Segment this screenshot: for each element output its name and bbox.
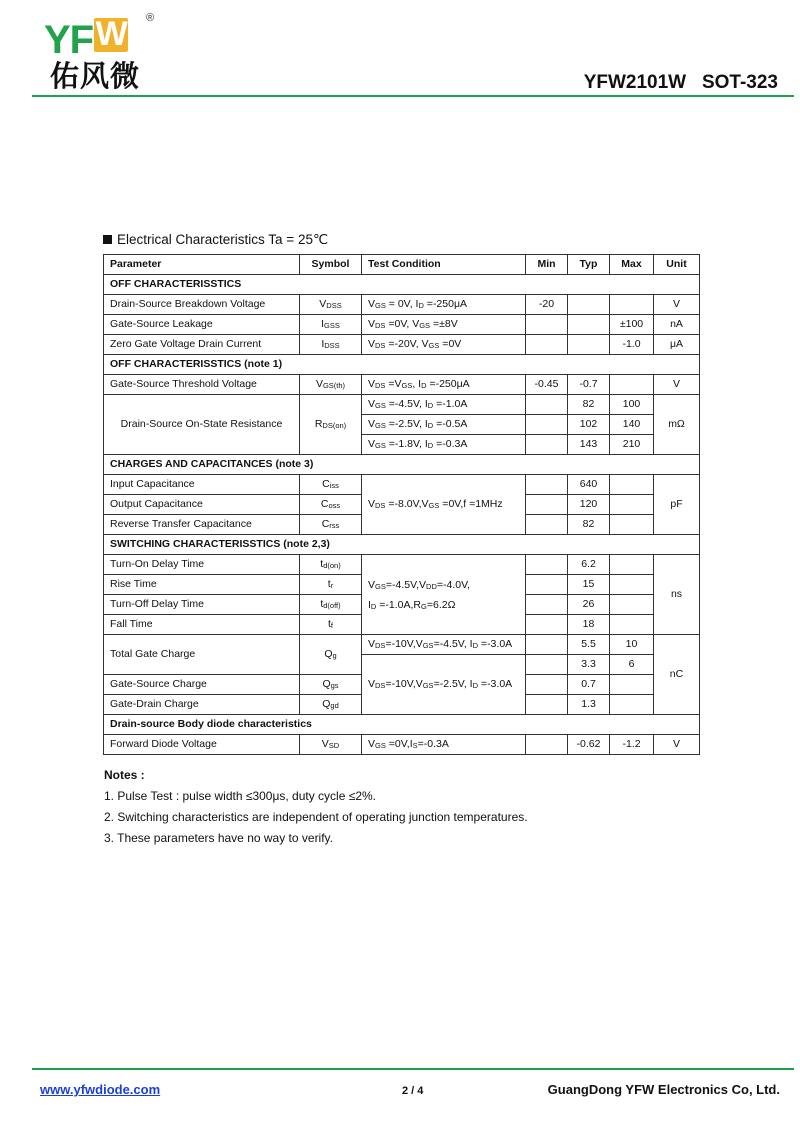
header-divider — [32, 95, 794, 97]
table-row: Turn-On Delay Time $t_{d(on)}$ $V_{GS}=-4.5V,V_{DD}=-4.0V$, $I_D =-1.0A,R_G=6.2\Omega$ 6.2 ns — [104, 555, 700, 575]
table-row: Rise Time $t_r$ 15 — [104, 575, 700, 595]
table-row: $V_{DS}=-10V,V_{GS}=-2.5V$, $I_D =-3.0A$ 3.3 6 — [104, 655, 700, 675]
condition-cell: $V_{DS}=-10V,V_{GS}=-2.5V$, $I_D =-3.0A$ — [362, 655, 526, 715]
logo-chinese-name: 佑风微 — [50, 59, 141, 93]
table-row: Zero Gate Voltage Drain Current $I_{DSS}$ $V_{DS} =-20V$, $V_{GS} =0V$ -1.0 μA — [104, 335, 700, 355]
table-row: Reverse Transfer Capacitance $C_{rss}$ 82 — [104, 515, 700, 535]
table-row: Drain-Source On-State Resistance $R_{DS(on)}$ $V_{GS} =-4.5V$, $I_D =-1.0A$ 82 100 mΩ — [104, 395, 700, 415]
table-row: Gate-Drain Charge $Q_{gd}$ 1.3 — [104, 695, 700, 715]
website-link[interactable]: www.yfwdiode.com — [40, 1082, 161, 1097]
section-row: CHARGES AND CAPACITANCES (note 3) — [104, 455, 700, 475]
symbol-cell: $t_{d(on)}$ — [300, 555, 362, 575]
note-item: 2. Switching characteristics are independent of operating junction temperatures. — [104, 810, 528, 824]
symbol-cell: $V_{DSS}$ — [300, 295, 362, 315]
condition-cell: $V_{DS} =0V$, $V_{GS} =\pm 8V$ — [362, 315, 526, 335]
table-row: $V_{GS} =-2.5V$, $I_D =-0.5A$ 102 140 — [104, 415, 700, 435]
registered-mark: ® — [146, 12, 155, 24]
logo-latin-text: YFW — [44, 15, 127, 62]
table-row: Input Capacitance $C_{iss}$ $V_{DS} =-8.0V,V_{GS} =0V,f =1MHz$ 640 pF — [104, 475, 700, 495]
condition-cell: $V_{DS}=-10V,V_{GS}=-4.5V$, $I_D =-3.0A$ — [362, 635, 526, 655]
symbol-cell: $C_{rss}$ — [300, 515, 362, 535]
condition-cell: $V_{GS} =-2.5V$, $I_D =-0.5A$ — [362, 415, 526, 435]
table-row: Gate-Source Leakage $I_{GSS}$ $V_{DS} =0V$, $V_{GS} =\pm 8V$ ±100 nA — [104, 315, 700, 335]
section-row: OFF CHARACTERISSTICS (note 1) — [104, 355, 700, 375]
condition-cell: $V_{GS} =-4.5V$, $I_D =-1.0A$ — [362, 395, 526, 415]
section-row: Drain-source Body diode characteristics — [104, 715, 700, 735]
page-number: 2 / 4 — [402, 1085, 424, 1097]
table-header-row — [104, 255, 700, 275]
symbol-cell: $R_{DS(on)}$ — [300, 395, 362, 455]
table-row: $V_{GS} =-1.8V$, $I_D =-0.3A$ 143 210 — [104, 435, 700, 455]
footer-divider — [32, 1068, 794, 1070]
symbol-cell: $V_{GS(th)}$ — [300, 375, 362, 395]
section-row: SWITCHING CHARACTERISSTICS (note 2,3) — [104, 535, 700, 555]
notes-title: Notes : — [104, 768, 145, 782]
table-row: Output Capacitance $C_{oss}$ 120 — [104, 495, 700, 515]
condition-cell: $V_{GS} =0V,I_S=-0.3A$ — [362, 735, 526, 755]
symbol-cell: $C_{oss}$ — [300, 495, 362, 515]
col-max: Max — [610, 255, 654, 275]
condition-cell: $V_{DS} =-8.0V,V_{GS} =0V,f =1MHz$ — [362, 475, 526, 535]
table-row: Turn-Off Delay Time $t_{d(off)}$ 26 — [104, 595, 700, 615]
company-logo — [44, 14, 174, 94]
bullet-square-icon — [103, 235, 112, 244]
condition-cell: $V_{GS}=-4.5V,V_{DD}=-4.0V$, $I_D =-1.0A,R_G=6.2\Omega$ — [362, 555, 526, 635]
col-test-condition: Test Condition — [362, 255, 526, 275]
company-name: GuangDong YFW Electronics Co, Ltd. — [547, 1082, 780, 1097]
section-title: Electrical Characteristics Ta = 25℃ — [103, 232, 328, 248]
note-item: 3. These parameters have no way to verify. — [104, 831, 334, 845]
col-symbol: Symbol — [300, 255, 362, 275]
symbol-cell: $I_{DSS}$ — [300, 335, 362, 355]
symbol-cell: $t_f$ — [300, 615, 362, 635]
symbol-cell: $Q_{gd}$ — [300, 695, 362, 715]
notes-section — [104, 765, 528, 849]
table-row: Fall Time $t_f$ 18 — [104, 615, 700, 635]
symbol-cell: $Q_g$ — [300, 635, 362, 675]
electrical-characteristics-table — [103, 254, 700, 755]
symbol-cell: $C_{iss}$ — [300, 475, 362, 495]
symbol-cell: $t_{d(off)}$ — [300, 595, 362, 615]
table-row: Gate-Source Charge $Q_{gs}$ 0.7 — [104, 675, 700, 695]
table-row: Gate-Source Threshold Voltage $V_{GS(th)}$ $V_{DS} =V_{GS}$, $I_D =-250\mu A$ -0.45 -0.7 V — [104, 375, 700, 395]
table-row: Forward Diode Voltage $V_{SD}$ $V_{GS} =0V,I_S=-0.3A$ -0.62 -1.2 V — [104, 735, 700, 755]
logo-w-box: W — [95, 15, 127, 53]
condition-cell: $V_{GS} =-1.8V$, $I_D =-0.3A$ — [362, 435, 526, 455]
col-parameter: Parameter — [104, 255, 300, 275]
col-unit: Unit — [654, 255, 700, 275]
condition-cell: $V_{GS} = 0V$, $I_D =-250\mu A$ — [362, 295, 526, 315]
table-row: Total Gate Charge $Q_g$ $V_{DS}=-10V,V_{GS}=-4.5V$, $I_D =-3.0A$ 5.5 10 nC — [104, 635, 700, 655]
symbol-cell: $I_{GSS}$ — [300, 315, 362, 335]
col-typ: Typ — [568, 255, 610, 275]
symbol-cell: $V_{SD}$ — [300, 735, 362, 755]
symbol-cell: $Q_{gs}$ — [300, 675, 362, 695]
condition-cell: $V_{DS} =V_{GS}$, $I_D =-250\mu A$ — [362, 375, 526, 395]
part-number: YFW2101W SOT-323 — [583, 72, 778, 93]
col-min: Min — [526, 255, 568, 275]
section-row: OFF CHARACTERISSTICS — [104, 275, 700, 295]
condition-cell: $V_{DS} =-20V$, $V_{GS} =0V$ — [362, 335, 526, 355]
table-row: Drain-Source Breakdown Voltage $V_{DSS}$ $V_{GS} = 0V$, $I_D =-250\mu A$ -20 V — [104, 295, 700, 315]
note-item: 1. Pulse Test : pulse width ≤300μs, duty cycle ≤2%. — [104, 789, 376, 803]
symbol-cell: $t_r$ — [300, 575, 362, 595]
